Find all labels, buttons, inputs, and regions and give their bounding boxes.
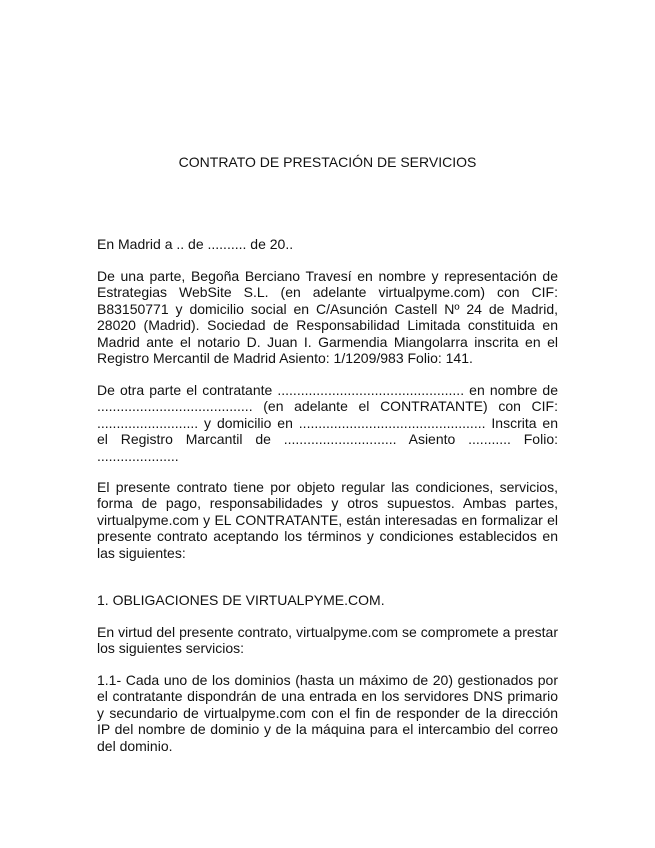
section-1-intro: En virtud del presente contrato, virtualpyme.com se compromete a prestar los siguientes servicios: xyxy=(97,624,558,657)
clause-1-1: 1.1- Cada uno de los dominios (hasta un máximo de 20) gestionados por el contratante dispondrán de una entrada en los servidores DNS primario y secundario de virtualpyme.com con el fin de responder de la dirección IP del nombre de dominio y de la máquina para el intercambio del correo del dominio. xyxy=(97,672,558,754)
party-two-paragraph xyxy=(97,382,558,464)
document-title: CONTRATO DE PRESTACIÓN DE SERVICIOS xyxy=(178,154,477,170)
party-two-line: ........................................ (en adelante el CONTRATANTE) con CIF: xyxy=(97,398,558,415)
party-one-paragraph: De una parte, Begoña Berciano Travesí en nombre y representación de Estrategias WebSite S.L. (en adelante virtualpyme.com) con CIF: B83150771 y domicilio social en C/Asunción Castell Nº 24 de Madrid, 28020 (Madrid). Sociedad de Responsabilidad Limitada constituida en Madrid ante el notario D. Juan I. Garmendia Miangolarra inscrita en el Registro Mercantil de Madrid Asiento: 1/1209/983 Folio: 141. xyxy=(97,268,558,367)
party-two-line: el Registro Marcantil de ............................. Asiento ........... Folio: xyxy=(97,431,558,448)
party-two-line: De otra parte el contratante ................................................ en nombre de xyxy=(97,382,558,398)
section-1-heading: 1. OBLIGACIONES DE VIRTUALPYME.COM. xyxy=(97,592,385,608)
party-two-line: .......................... y domicilio en ................................................ Inscrita en xyxy=(97,414,558,431)
party-two-line: ..................... xyxy=(97,447,179,464)
purpose-paragraph: El presente contrato tiene por objeto regular las condiciones, servicios, forma de pago, responsabilidades y otros supuestos. Ambas partes, virtualpyme.com y EL CONTRATANTE, están interesadas en formalizar el presente contrato aceptando los términos y condiciones establecidos en las siguientes: xyxy=(97,479,558,561)
date-line: En Madrid a .. de .......... de 20.. xyxy=(97,236,294,252)
